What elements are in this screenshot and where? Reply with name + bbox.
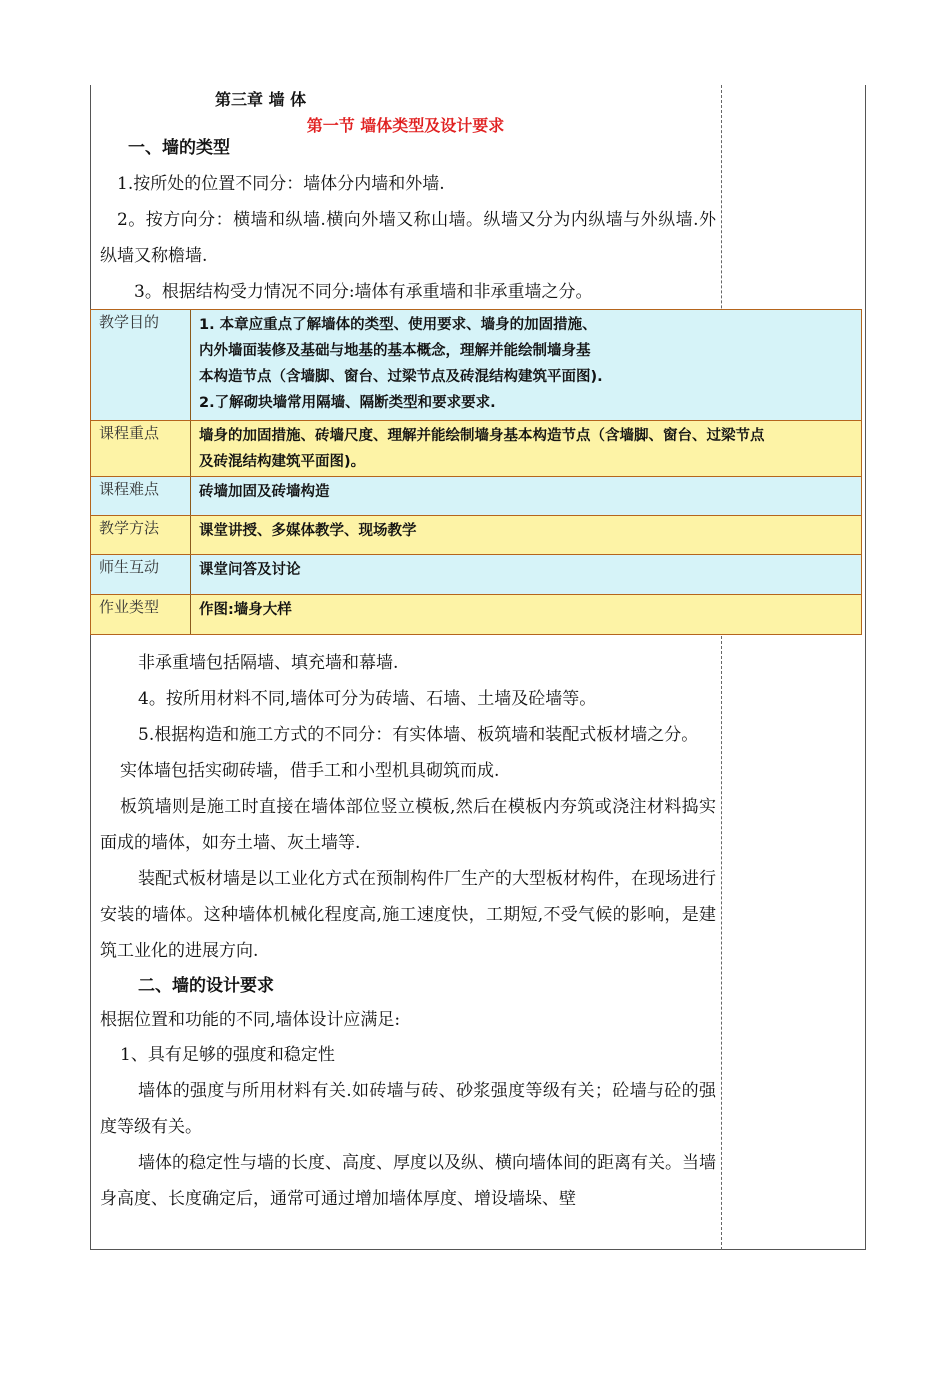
row-value: 作图:墙身大样 bbox=[199, 602, 292, 618]
row-value: 1. 本章应重点了解墙体的类型、使用要求、墙身的加固措施、 内外墙面装修及基础与地基的基本概念，理解并能绘制墙身基 本构造节点（含墙脚、窗台、过梁节点及砖混结构建筑平面图). 2.了解砌块墙常用隔墙、隔断类型和要求要求. bbox=[199, 317, 603, 411]
row-label: 师生互动 bbox=[91, 555, 191, 594]
row-label: 教学方法 bbox=[91, 516, 191, 554]
row-value: 课堂讲授、多媒体教学、现场教学 bbox=[199, 523, 417, 539]
paragraph: 3。根据结构受力情况不同分:墙体有承重墙和非承重墙之分。 bbox=[134, 282, 593, 302]
paragraph: 装配式板材墙是以工业化方式在预制构件厂生产的大型板材构件，在现场进行安装的墙体。这种墙体机械化程度高,施工速度快，工期短,不受气候的影响，是建筑工业化的进展方向. bbox=[100, 869, 716, 961]
paragraph: 5.根据构造和施工方式的不同分：有实体墙、板筑墙和装配式板材墙之分。 bbox=[138, 725, 699, 745]
top-text bbox=[100, 130, 716, 310]
row-label: 课程重点 bbox=[91, 421, 191, 476]
table-row bbox=[91, 310, 861, 420]
paragraph: 板筑墙则是施工时直接在墙体部位竖立模板,然后在模板内夯筑或浇注材料捣实面成的墙体，如夯土墙、灰土墙等. bbox=[100, 797, 716, 853]
table-row bbox=[91, 515, 861, 554]
row-label: 教学目的 bbox=[91, 310, 191, 420]
row-value: 砖墙加固及砖墙构造 bbox=[199, 484, 330, 500]
chapter-title: 第三章 墙 体 bbox=[215, 90, 307, 109]
paragraph: 1、具有足够的强度和稳定性 bbox=[120, 1045, 335, 1065]
bottom-text bbox=[100, 645, 716, 1217]
paragraph: 墙体的稳定性与墙的长度、高度、厚度以及纵、横向墙体间的距离有关。当墙身高度、长度确定后，通常可通过增加墙体厚度、增设墙垛、壁 bbox=[100, 1153, 716, 1209]
column-divider bbox=[721, 85, 722, 1250]
heading-wall-types: 一、墙的类型 bbox=[128, 138, 230, 158]
paragraph: 墙体的强度与所用材料有关.如砖墙与砖、砂浆强度等级有关；砼墙与砼的强度等级有关。 bbox=[100, 1081, 716, 1137]
paragraph: 4。按所用材料不同,墙体可分为砖墙、石墙、土墙及砼墙等。 bbox=[138, 689, 597, 709]
row-value: 课堂问答及讨论 bbox=[199, 562, 301, 578]
paragraph: 非承重墙包括隔墙、填充墙和幕墙. bbox=[138, 653, 399, 673]
table-row bbox=[91, 594, 861, 634]
paragraph: 实体墙包括实砌砖墙，借手工和小型机具砌筑而成. bbox=[120, 761, 500, 781]
paragraph: 根据位置和功能的不同,墙体设计应满足: bbox=[100, 1010, 401, 1030]
row-label: 作业类型 bbox=[91, 595, 191, 634]
paragraph: 1.按所处的位置不同分：墙体分内墙和外墙. bbox=[117, 174, 445, 194]
teaching-info-table bbox=[90, 309, 862, 635]
table-row bbox=[91, 420, 861, 476]
table-row bbox=[91, 554, 861, 594]
row-label: 课程难点 bbox=[91, 477, 191, 515]
heading-design-requirements: 二、墙的设计要求 bbox=[138, 976, 274, 996]
table-row bbox=[91, 476, 861, 515]
row-value: 墙身的加固措施、砖墙尺度、理解并能绘制墙身基本构造节点（含墙脚、窗台、过梁节点 及砖混结构建筑平面图)。 bbox=[199, 428, 765, 470]
paragraph: 2。按方向分：横墙和纵墙.横向外墙又称山墙。纵墙又分为内纵墙与外纵墙.外纵墙又称檐墙. bbox=[100, 210, 716, 266]
section-title: 第一节 墙体类型及设计要求 bbox=[306, 116, 505, 135]
